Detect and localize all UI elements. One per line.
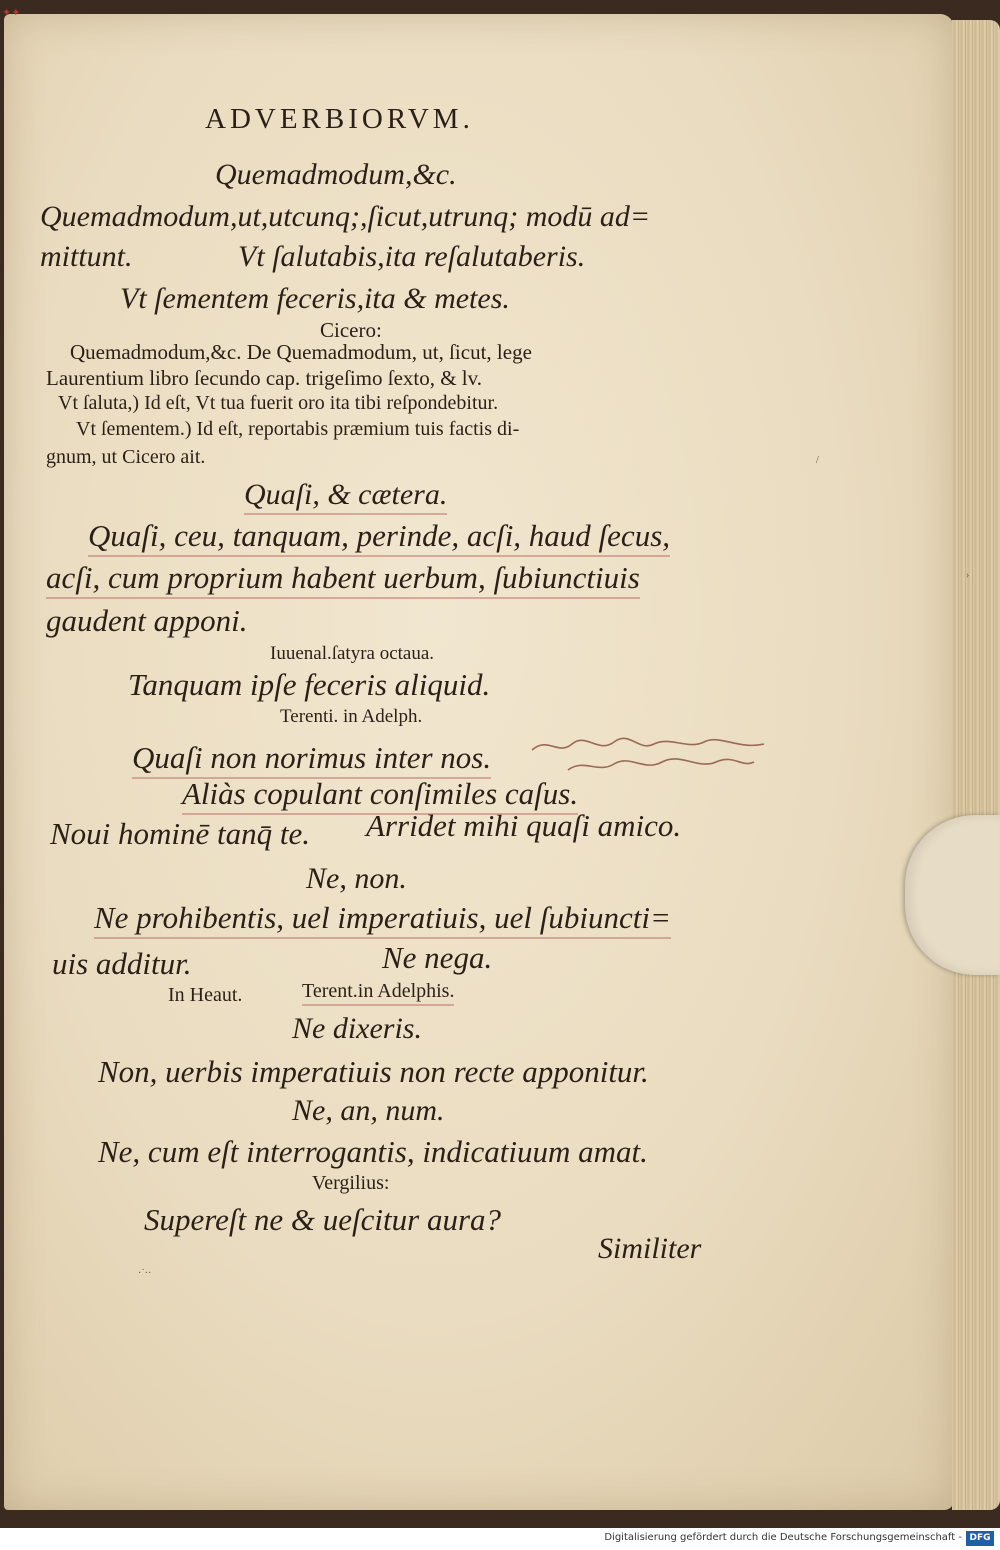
ink-speck: ·˙·· xyxy=(138,1268,152,1279)
text-line: gaudent apponi. xyxy=(46,603,248,638)
text-line: Vt ſalutabis,ita reſalutaberis. xyxy=(238,240,586,273)
commentary-line: Laurentium libro ſecundo cap. trigeſimo ſexto, & lv. xyxy=(46,366,483,390)
text-line: Quemadmodum,ut,utcunq;,ſicut,utrunq; modū ad= xyxy=(40,200,651,233)
source-label: Vergilius: xyxy=(312,1172,390,1194)
text-line: Ne, cum eſt interrogantis, indicatiuum amat. xyxy=(98,1134,648,1169)
text-line: Ne dixeris. xyxy=(292,1012,422,1045)
text-line: Vt ſementem feceris,ita & metes. xyxy=(120,282,510,315)
page-edges xyxy=(952,20,1000,1510)
running-head: ADVERBIORVM. xyxy=(205,103,474,135)
text-line: Noui hominē tanq̄ te. xyxy=(50,816,311,851)
section-heading: Quemadmodum,&c. xyxy=(215,158,457,191)
text-line: Tanquam ipſe feceris aliquid. xyxy=(128,667,491,702)
source-label: In Heaut. xyxy=(168,984,243,1006)
text-line: acſi, cum proprium habent uerbum, ſubiunctiuis xyxy=(46,560,640,599)
text-line: Supereſt ne & ueſcitur aura? xyxy=(144,1202,502,1237)
ink-speck: › xyxy=(966,570,970,581)
corner-stamp: ✦✦ xyxy=(2,7,21,19)
commentary-line: Quemadmodum,&c. De Quemadmodum, ut, ſicut, lege xyxy=(70,340,532,364)
commentary-line: Vt ſementem.) Id eſt, reportabis præmium tuis factis di- xyxy=(76,418,520,440)
source-label: Terenti. in Adelph. xyxy=(280,706,423,727)
text-line: Aliàs copulant conſimiles caſus. xyxy=(182,776,578,815)
text-line: Quaſi, ceu, tanquam, perinde, acſi, haud ſecus, xyxy=(88,518,670,557)
footer-bar xyxy=(0,1528,1000,1550)
text-line: Non, uerbis imperatiuis non recte apponitur. xyxy=(98,1054,649,1089)
text-line: Ne prohibentis, uel imperatiuis, uel ſubiuncti= xyxy=(94,900,671,939)
text-line: Quaſi non norimus inter nos. xyxy=(132,740,491,779)
section-heading: Ne, an, num. xyxy=(292,1094,445,1127)
commentary-line: Vt ſaluta,) Id eſt, Vt tua fuerit oro ita tibi reſpondebitur. xyxy=(58,392,499,414)
text-line: mittunt. xyxy=(40,240,133,273)
section-heading: Ne, non. xyxy=(306,862,407,895)
text-line: Arridet mihi quaſi amico. xyxy=(366,808,682,843)
section-heading: Quaſi, & cætera. xyxy=(244,478,447,515)
text-line: Ne nega. xyxy=(382,940,493,975)
commentary-line: gnum, ut Cicero ait. xyxy=(46,446,206,468)
text-line: uis additur. xyxy=(52,946,192,981)
source-label: Terent.in Adelphis. xyxy=(302,980,454,1006)
dfg-logo: DFG xyxy=(966,1531,994,1546)
source-label: Cicero: xyxy=(320,318,382,342)
catchword: Similiter xyxy=(598,1232,702,1265)
funding-credit: Digitalisierung gefördert durch die Deutsche Forschungsgemeinschaft - xyxy=(604,1532,962,1543)
source-label: Iuuenal.ſatyra octaua. xyxy=(270,643,435,664)
ink-speck: / xyxy=(816,455,819,466)
handwritten-annotation xyxy=(528,728,768,780)
